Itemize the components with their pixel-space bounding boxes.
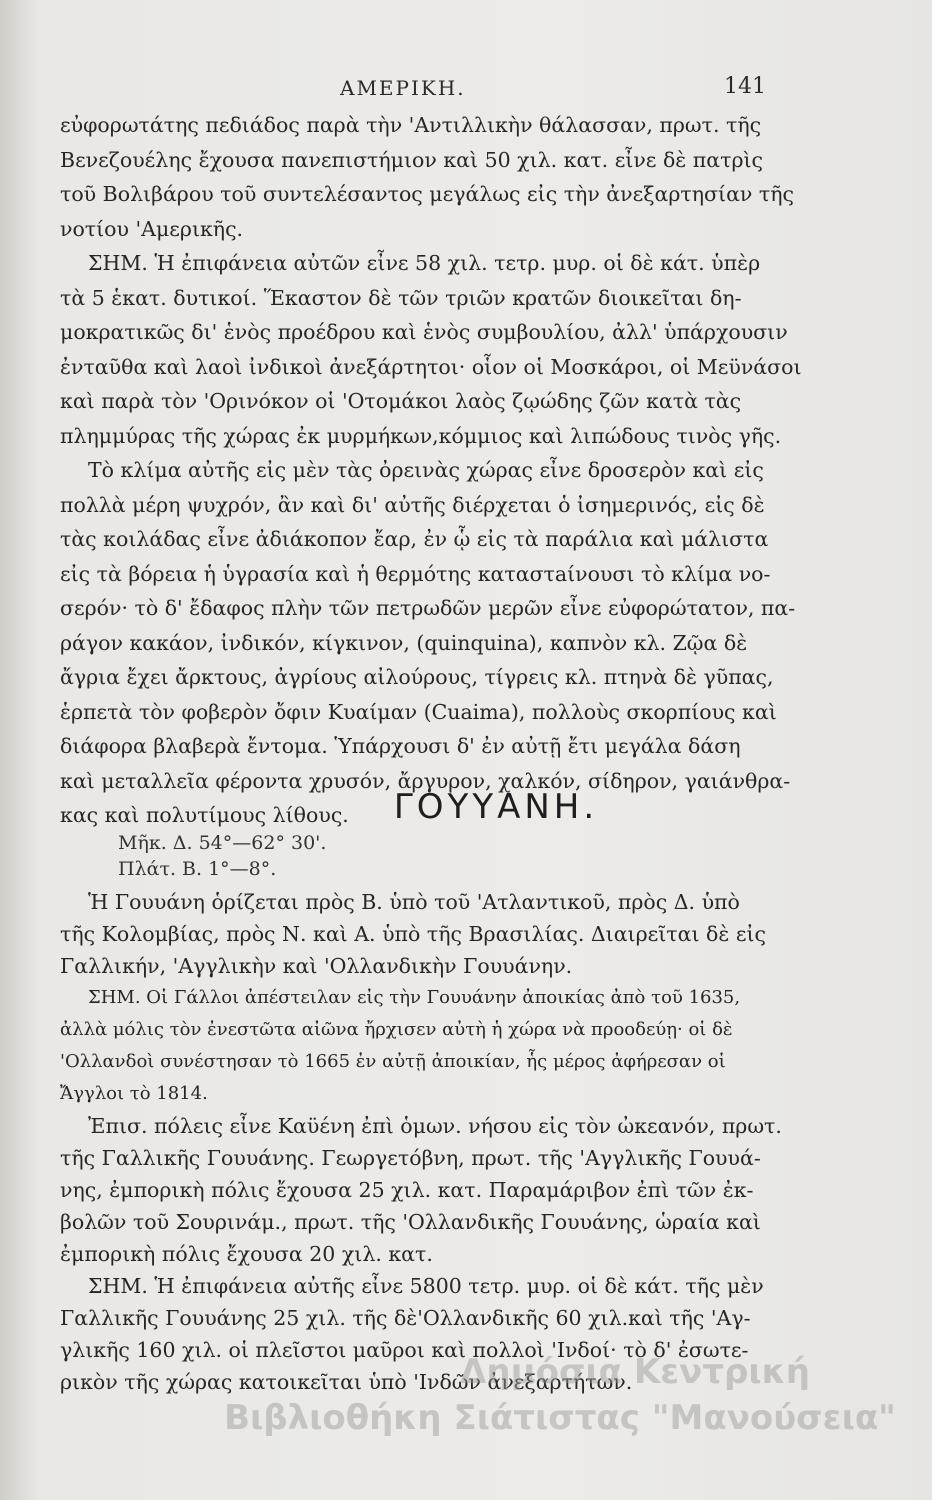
- text-line: Ἡ Γουυάνη ὁρίζεται πρὸς Β. ὑπὸ τοῦ 'Ατλαντικοῦ, πρὸς Δ. ὑπὸ: [88, 890, 740, 914]
- text-line: τῆς Γαλλικῆς Γουυάνης. Γεωργετόβνη, πρωτ. τῆς 'Αγγλικῆς Γουυά-: [60, 1146, 761, 1170]
- text-line: σερόν· τὸ δ' ἔδαφος πλὴν τῶν πετρωδῶν μερῶν εἶνε εὐφορώτατον, πα-: [60, 596, 796, 620]
- note-line: ρικὸν τῆς χώρας κατοικεῖται ὑπὸ 'Ινδῶν ἀνεξαρτήτων.: [60, 1370, 633, 1394]
- note-line: Γαλλικῆς Γουυάνης 25 χιλ. τῆς δὲ'Ολλανδικῆς 60 χιλ.καὶ τῆς 'Αγ-: [60, 1306, 751, 1330]
- text-line: ράγον κακάον, ἰνδικόν, κίγκινον, (quinquina), καπνὸν κλ. Ζῷα δὲ: [60, 630, 748, 655]
- coordinates-block: [118, 830, 326, 882]
- note-line: Ἄγγλοι τὸ 1814.: [60, 1083, 208, 1104]
- text-line: τοῦ Βολιβάρου τοῦ συντελέσαντος μεγάλως εἰς τὴν ἀνεξαρτησίαν τῆς: [60, 182, 794, 206]
- text-line: βολῶν τοῦ Σουρινάμ., πρωτ. τῆς 'Ολλανδικῆς Γουυάνης, ὡραία καὶ: [60, 1210, 761, 1234]
- watermark-line-2: Βιβλιοθήκη Σιάτιστας "Μανούσεια": [224, 1398, 896, 1438]
- text-line: τὰς κοιλάδας εἶνε ἀδιάκοπον ἔαρ, ἐν ᾧ εἰς τὰ παράλια καὶ μάλιστα: [60, 527, 769, 551]
- longitude-line: Μῆκ. Δ. 54°—62° 30'.: [118, 832, 327, 854]
- text-line: πολλὰ μέρη ψυχρόν, ἂν καὶ δι' αὐτῆς διέρχεται ὁ ἰσημερινός, εἰς δὲ: [60, 492, 765, 517]
- note-line: ΣΗΜ. Οἱ Γάλλοι ἀπέστειλαν εἰς τὴν Γουυάνην ἀποικίας ἀπὸ τοῦ 1635,: [88, 987, 741, 1008]
- text-line: Γαλλικήν, 'Αγγλικὴν καὶ 'Ολλανδικὴν Γουυάνην.: [60, 954, 573, 978]
- text-line: εὐφορωτάτης πεδιάδος παρὰ τὴν 'Αντιλλικὴν θάλασσαν, πρωτ. τῆς: [60, 113, 762, 137]
- venezuela-text-block: [60, 108, 802, 833]
- note-line: 'Ολλανδοὶ συνέστησαν τὸ 1665 ἐν αὐτῇ ἀποικίαν, ἧς μέρος ἀφήρεσαν οἱ: [60, 1051, 726, 1072]
- note-line: ΣΗΜ. Ἡ ἐπιφάνεια αὐτῶν εἶνε 58 χιλ. τετρ. μυρ. οἱ δὲ κάτ. ὑπὲρ: [88, 251, 761, 275]
- text-line: καὶ μεταλλεῖα φέροντα χρυσόν, ἄργυρον, χαλκόν, σίδηρον, γαιάνθρα-: [60, 768, 791, 793]
- text-line: μοκρατικῶς δι' ἑνὸς προέδρου καὶ ἑνὸς συμβουλίου, ἀλλ' ὑπάρχουσιν: [60, 320, 788, 344]
- note-line: γλικῆς 160 χιλ. οἱ πλεῖστοι μαῦροι καὶ πολλοὶ 'Ινδοί· τὸ δ' ἐσωτε-: [60, 1338, 749, 1362]
- running-head: ΑΜΕΡΙΚΗ.: [340, 76, 466, 100]
- text-line: Βενεζουέλης ἔχουσα πανεπιστήμιον καὶ 50 χιλ. κατ. εἶνε δὲ πατρὶς: [60, 147, 764, 172]
- text-line: ἐνταῦθα καὶ λαοὶ ἰνδικοὶ ἀνεξάρτητοι· οἷον οἱ Μοσκάροι, οἱ Μεϋνάσοι: [60, 354, 802, 379]
- text-line: διάφορα βλαβερὰ ἔντομα. Ὑπάρχουσι δ' ἐν αὐτῇ ἔτι μεγάλα δάση: [60, 734, 741, 758]
- library-watermark: [210, 1352, 910, 1438]
- latitude-line: Πλάτ. Β. 1°—8°.: [118, 858, 277, 880]
- text-line: ἄγρια ἔχει ἄρκτους, ἀγρίους αἰλούρους, τίγρεις κλ. πτηνὰ δὲ γῦπας,: [60, 665, 774, 689]
- text-line: νης, ἐμπορικὴ πόλις ἔχουσα 25 χιλ. κατ. Παραμάριβον ἐπὶ τῶν ἐκ-: [60, 1178, 754, 1202]
- text-line: Ἐπισ. πόλεις εἶνε Καϋένη ἐπὶ ὁμων. νήσου εἰς τὸν ὠκεανόν, πρωτ.: [88, 1114, 782, 1138]
- text-line: πλημμύρας τῆς χώρας ἐκ μυρμήκων,κόμμιος καὶ λιπώδους τινὸς γῆς.: [60, 423, 782, 448]
- page-header: [0, 70, 932, 110]
- note-line: ΣΗΜ. Ἡ ἐπιφάνεια αὐτῆς εἶνε 5800 τετρ. μυρ. οἱ δὲ κάτ. τῆς μὲν: [88, 1274, 764, 1298]
- watermark-line-1: Δημόσια Κεντρική: [460, 1352, 810, 1392]
- text-line: ἐμπορικὴ πόλις ἔχουσα 20 χιλ. κατ.: [60, 1242, 433, 1266]
- text-line: κας καὶ πολυτίμους λίθους.: [60, 803, 349, 827]
- text-line: νοτίου 'Αμερικῆς.: [60, 216, 244, 241]
- text-line: τὰ 5 ἑκατ. δυτικοί. Ἕκαστον δὲ τῶν τριῶν κρατῶν διοικεῖται δη-: [60, 285, 742, 310]
- text-line: τῆς Κολομβίας, πρὸς Ν. καὶ Α. ὑπὸ τῆς Βρασιλίας. Διαιρεῖται δὲ εἰς: [60, 922, 767, 946]
- text-line: καὶ παρὰ τὸν 'Ορινόκον οἱ 'Οτομάκοι λαὸς ζῳώδης ζῶν κατὰ τὰς: [60, 389, 742, 413]
- section-heading: ΓΟΥΥΑΝΗ.: [393, 787, 599, 827]
- guiana-text-block: [60, 886, 780, 1398]
- text-line: ἑρπετὰ τὸν φοβερὸν ὄφιν Κυαίμαν (Cuaima), πολλοὺς σκορπίους καὶ: [60, 699, 777, 724]
- text-line: εἰς τὰ βόρεια ἡ ὑγρασία καὶ ἡ θερμότης καταστaίνουσι τὸ κλίμα νο-: [60, 561, 771, 586]
- page-number: 141: [724, 74, 766, 99]
- note-line: ἀλλὰ μόλις τὸν ἐνεστῶτα αἰῶνα ἤρχισεν αὐτὴ ἡ χώρα νὰ προοδεύῃ· οἱ δὲ: [60, 1019, 733, 1040]
- text-line: Τὸ κλίμα αὐτῆς εἰς μὲν τὰς ὀρεινὰς χώρας εἶνε δροσερὸν καὶ εἰς: [88, 458, 764, 482]
